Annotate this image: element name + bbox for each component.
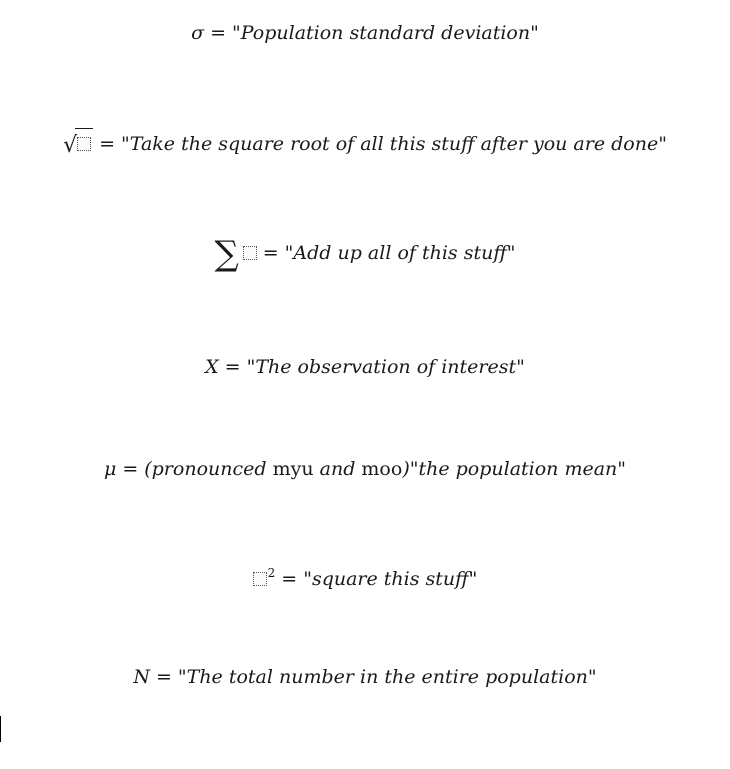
equation-square xyxy=(0,560,730,592)
mu-symbol: μ xyxy=(103,458,117,480)
equation-mu xyxy=(0,456,730,482)
x-definition: "The observation of interest" xyxy=(246,356,525,378)
mu-moo: moo xyxy=(361,458,403,480)
equals-sign: = xyxy=(262,242,279,264)
mu-myu: myu xyxy=(272,458,314,480)
mu-definition: "the population mean" xyxy=(409,458,627,480)
placeholder-box-icon xyxy=(77,137,91,151)
equals-sign: = xyxy=(281,568,298,590)
sum-definition: "Add up all of this stuff" xyxy=(284,242,516,264)
equals-sign: = xyxy=(99,133,116,155)
mu-close-paren: ) xyxy=(402,458,410,480)
square-exponent: 2 xyxy=(267,566,276,580)
sigma-symbol: σ xyxy=(191,22,205,44)
sqrt-definition: "Take the square root of all this stuff after you are done" xyxy=(121,133,667,155)
square-definition: "square this stuff" xyxy=(303,568,478,590)
placeholder-box-icon xyxy=(243,246,257,260)
mu-pronounced: (pronounced xyxy=(144,458,267,480)
equation-square-root xyxy=(0,128,730,159)
placeholder-box-icon xyxy=(253,572,267,586)
n-symbol: N xyxy=(133,666,150,688)
equals-sign: = xyxy=(155,666,172,688)
equals-sign: = xyxy=(122,458,139,480)
square-root-icon: √ xyxy=(63,128,93,159)
equals-sign: = xyxy=(224,356,241,378)
summation-icon: ∑ xyxy=(214,234,239,274)
mu-and: and xyxy=(319,458,356,480)
equation-x xyxy=(0,354,730,380)
equation-summation xyxy=(0,234,730,274)
text-cursor xyxy=(0,716,1,742)
equals-sign: = xyxy=(210,22,227,44)
sigma-definition: "Population standard deviation" xyxy=(232,22,539,44)
n-definition: "The total number in the entire population" xyxy=(177,666,597,688)
equation-sigma xyxy=(0,20,730,46)
x-symbol: X xyxy=(205,356,219,378)
equation-n xyxy=(0,664,730,690)
